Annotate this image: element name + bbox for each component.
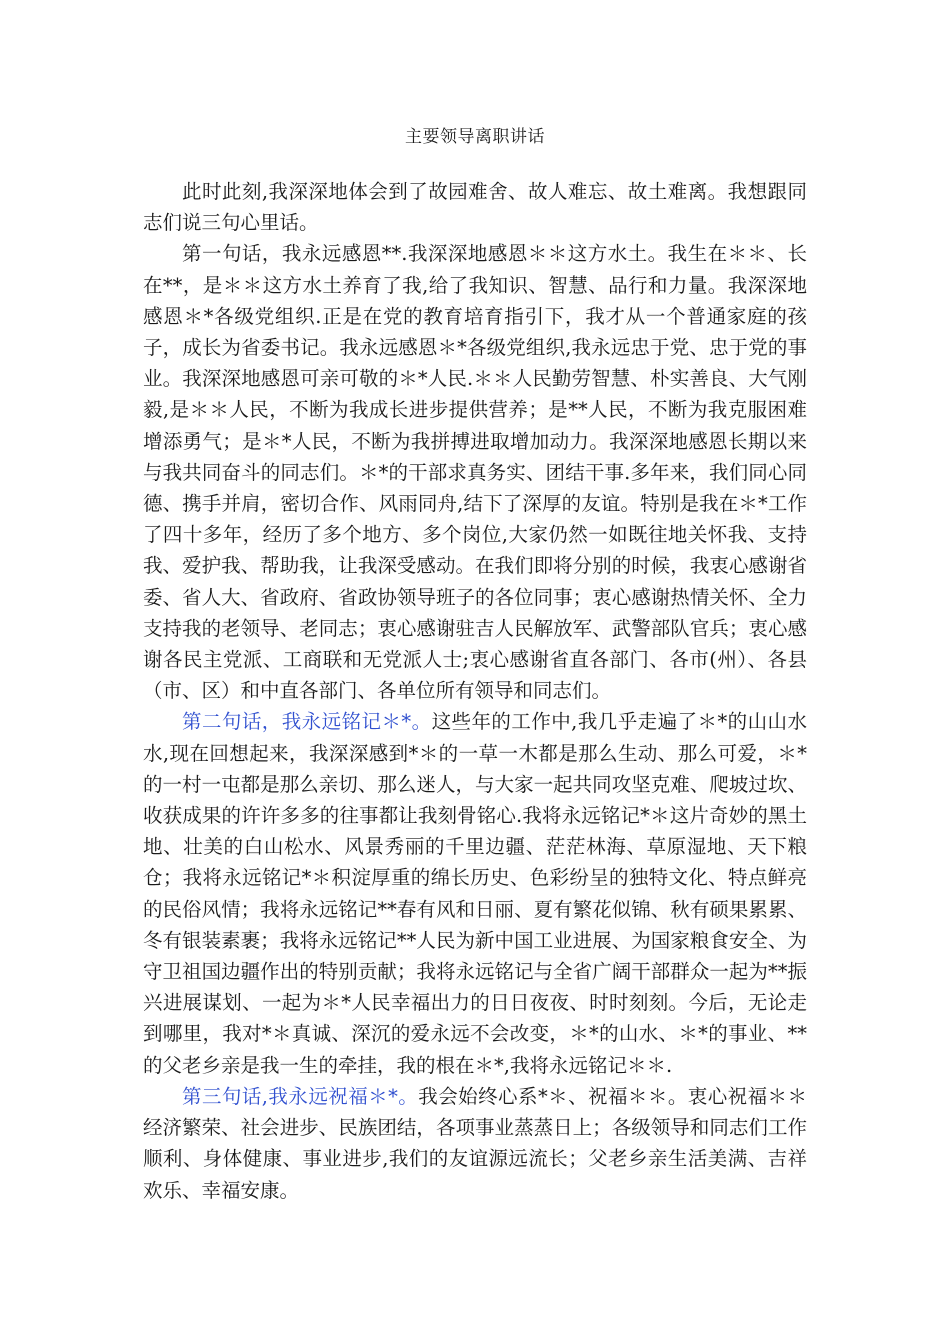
document-body [143,176,807,1206]
paragraph-first-sentence [143,238,807,706]
paragraph-text: 第一句话，我永远感恩**.我深深地感恩＊＊这方水土。我生在＊＊、长在**，是＊＊这方水土养育了我,给了我知识、智慧、品行和力量。我深深地感恩＊*各级党组织.正是在党的教育培育指引下，我才从一个普通家庭的孩子，成长为省委书记。我永远感恩＊*各级党组织,我永远忠于党、忠于党的事业。我深深地感恩可亲可敬的＊*人民.＊＊人民勤劳智慧、朴实善良、大气刚毅,是＊＊人民，不断为我成长进步提供营养；是**人民，不断为我克服困难增添勇气；是＊*人民，不断为我拼搏进取增加动力。我深深地感恩长期以来与我共同奋斗的同志们。＊*的干部求真务实、团结干事.多年来，我们同心同德、携手并肩，密切合作、风雨同舟,结下了深厚的友谊。特别是我在＊*工作了四十多年，经历了多个地方、多个岗位,大家仍然一如既往地关怀我、支持我、爱护我、帮助我，让我深受感动。在我们即将分别的时候，我衷心感谢省委、省人大、省政府、省政协领导班子的各位同事；衷心感谢热情关怀、全力支持我的老领导、老同志；衷心感谢驻吉人民解放军、武警部队官兵；衷心感谢各民主党派、工商联和无党派人士;衷心感谢省直各部门、各市(州）、各县（市、区）和中直各部门、各单位所有领导和同志们。 [143,242,807,703]
paragraph-text: 此时此刻,我深深地体会到了故园难舍、故人难忘、故土难离。我想跟同志们说三句心里话。 [143,180,807,235]
document-title: 主要领导离职讲话 [405,127,545,147]
paragraph-lead-highlight: 第三句话,我永远祝福＊*。 [182,1084,419,1108]
paragraph-second-sentence [143,706,807,1080]
paragraph-third-sentence [143,1081,807,1206]
paragraph-text: 我会始终心系*＊、祝福＊＊。衷心祝福＊＊经济繁荣、社会进步、民族团结，各项事业蒸蒸日上；各级领导和同志们工作顺利、身体健康、事业进步,我们的友谊源远流长；父老乡亲生活美满、吉祥欢乐、幸福安康。 [143,1084,807,1202]
paragraph-lead-highlight: 第二句话，我永远铭记＊*。 [182,710,432,734]
paragraph-text: 这些年的工作中,我几乎走遍了＊*的山山水水,现在回想起来，我深深感到*＊的一草一木都是那么生动、那么可爱，＊*的一村一屯都是那么亲切、那么迷人，与大家一起共同攻坚克难、爬坡过坎、收获成果的许许多多的往事都让我刻骨铭心.我将永远铭记*＊这片奇妙的黑土地、壮美的白山松水、风景秀丽的千里边疆、茫茫林海、草原湿地、天下粮仓；我将永远铭记*＊积淀厚重的绵长历史、色彩纷呈的独特文化、特点鲜亮的民俗风情；我将永远铭记**春有风和日丽、夏有繁花似锦、秋有硕果累累、冬有银装素裹；我将永远铭记**人民为新中国工业进展、为国家粮食安全、为守卫祖国边疆作出的特别贡献；我将永远铭记与全省广阔干部群众一起为**振兴进展谋划、一起为＊*人民幸福出力的日日夜夜、时时刻刻。今后，无论走到哪里，我对*＊真诚、深沉的爱永远不会改变，＊*的山水、＊*的事业、**的父老乡亲是我一生的牵挂，我的根在＊*,我将永远铭记＊＊. [143,710,807,1077]
paragraph-intro [143,176,807,238]
